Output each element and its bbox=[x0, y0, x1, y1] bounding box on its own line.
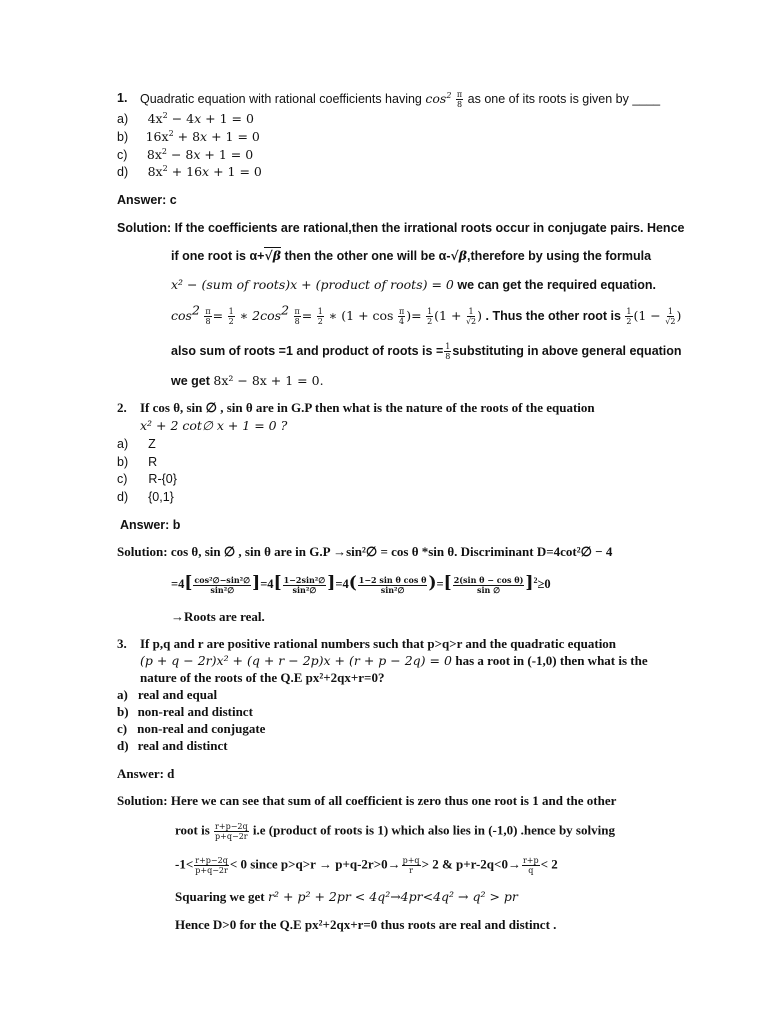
q3-option-c: c) non-real and conjugate bbox=[117, 721, 266, 736]
q2-answer: Answer: b bbox=[120, 518, 181, 532]
q1-solution-line4: $\cos^2$ $\frac{\pi}{8}$ = $\frac{1}{2}$ ∗ $2\cos^2$ $\frac{\pi}{8}$ = $\frac{1}{2}$ ∗ (1 + cos $\frac{\pi}{4}$ )= $\frac{1}{2}$ (1 + $\frac{1}{√2}$ ) . Thus the other root is $\frac{1}{2}$ (1 − $\frac{1}{√2}$ ) bbox=[171, 302, 682, 326]
q3-solution-line2: root is $\frac{r+p-2q}{p+q-2r}$ i.e (product of roots is 1) which also lies in (-1,0) .hence by solving bbox=[175, 822, 615, 841]
q2-solution-line1: Solution: cos θ, sin ∅ , sin θ are in G.P →sin²∅ = cos θ *sin θ. Discriminant D=4cot²∅ − 4 bbox=[117, 544, 613, 559]
q1-number: 1. bbox=[117, 91, 128, 105]
q2-option-c: c) R-{0} bbox=[117, 472, 177, 486]
q3-question-line3: nature of the roots of the Q.E px²+2qx+r=0? bbox=[140, 670, 385, 685]
q2-solution-label: Solution: bbox=[117, 544, 168, 559]
q3-number: 3. bbox=[117, 636, 127, 651]
q1-question bbox=[140, 90, 660, 109]
q3-solution-label: Solution: bbox=[117, 793, 168, 808]
q1-solution-line5: also sum of roots =1 and product of roots is = $\frac{1}{8}$ substituting in above general equation bbox=[171, 342, 682, 361]
q2-solution-line3: →Roots are real. bbox=[171, 609, 265, 624]
q3-option-b: b) non-real and distinct bbox=[117, 704, 253, 719]
q1-solution-line2: if one root is α+√β then the other one will be α-√β,therefore by using the formula bbox=[171, 248, 652, 263]
q3-solution-line5: Hence D>0 for the Q.E px²+2qx+r=0 thus roots are real and distinct . bbox=[175, 917, 557, 932]
q2-option-b: b) R bbox=[117, 455, 158, 469]
q3-answer: Answer: d bbox=[117, 766, 175, 781]
q3-solution-line1: Solution: Here we can see that sum of all coefficient is zero thus one root is 1 and the other bbox=[117, 793, 617, 808]
q2-option-a: a) Z bbox=[117, 437, 156, 451]
q1-answer: Answer: c bbox=[117, 193, 177, 207]
q1-cos: $\cos^2$ bbox=[425, 90, 452, 106]
q3-option-a: a) real and equal bbox=[117, 687, 218, 702]
q1-solution-line6: we get 8x² − 8x + 1 = 0. bbox=[171, 373, 324, 388]
q3-solution-line4: Squaring we get r² + p² + 2pr < 4q²→4pr<4q² → q² > pr bbox=[175, 889, 518, 904]
q3-question-line2: (p + q − 2r)x² + (q + r − 2p)x + (r + p − 2q) = 0 has a root in (-1,0) then what is the bbox=[140, 653, 648, 668]
q1-option-c: c) $8x^2 - 8x + 1 = 0$ bbox=[117, 146, 254, 162]
q1-solution-line3: x² − (sum of roots)x + (product of roots) = 0 we can get the required equation. bbox=[171, 277, 656, 292]
q2-option-d: d) {0,1} bbox=[117, 490, 174, 504]
q3-question-line1: If p,q and r are positive rational numbers such that p>q>r and the quadratic equation bbox=[140, 636, 617, 651]
q2-solution-line2: =4[ $\frac{\text{cos²∅−sin²∅}}{\text{sin²∅}}$ ]=4[ $\frac{\text{1−2sin²∅}}{\text{sin²∅}}$ ]=4( $\frac{\text{1−2 sin θ cos θ}}{\text{sin²∅}}$ )=[ $\frac{\text{2(sin θ − cos θ)}}{\sin \emptyset}$ ]$^2$≥0 bbox=[171, 573, 551, 595]
q2-question-line2: x² + 2 cot∅ x + 1 = 0 ? bbox=[140, 418, 288, 433]
q1-option-a: a) $4x^2 - 4x + 1 = 0$ bbox=[117, 110, 254, 126]
q2-question-line1: If cos θ, sin ∅ , sin θ are in G.P then what is the nature of the roots of the equation bbox=[140, 400, 595, 415]
q1-pi-over-8: $\frac{\pi}{8}$ bbox=[456, 90, 463, 109]
q1-text-before: Quadratic equation with rational coefficients having bbox=[140, 91, 422, 106]
q3-solution-line3: -1< $\frac{r+p-2q}{p+q-2r}$ < 0 since p>q>r → p+q-2r>0→ $\frac{p+q}{r}$ > 2 & p+r-2q<0→ $\frac{r+p}{q}$ < 2 bbox=[175, 856, 558, 875]
q1-solution-label: Solution: bbox=[117, 221, 172, 235]
q1-text-after: as one of its roots is given by ____ bbox=[467, 91, 661, 106]
q1-option-b: b) $16x^2 + 8x + 1 = 0$ bbox=[117, 128, 260, 144]
q2-number: 2. bbox=[117, 400, 127, 415]
q1-option-d: d) $8x^2 + 16x + 1 = 0$ bbox=[117, 163, 262, 179]
q1-solution-line1: Solution: If the coefficients are rational,then the irrational roots occur in conjugate pairs. Hence bbox=[117, 221, 685, 235]
q3-option-d: d) real and distinct bbox=[117, 738, 228, 753]
